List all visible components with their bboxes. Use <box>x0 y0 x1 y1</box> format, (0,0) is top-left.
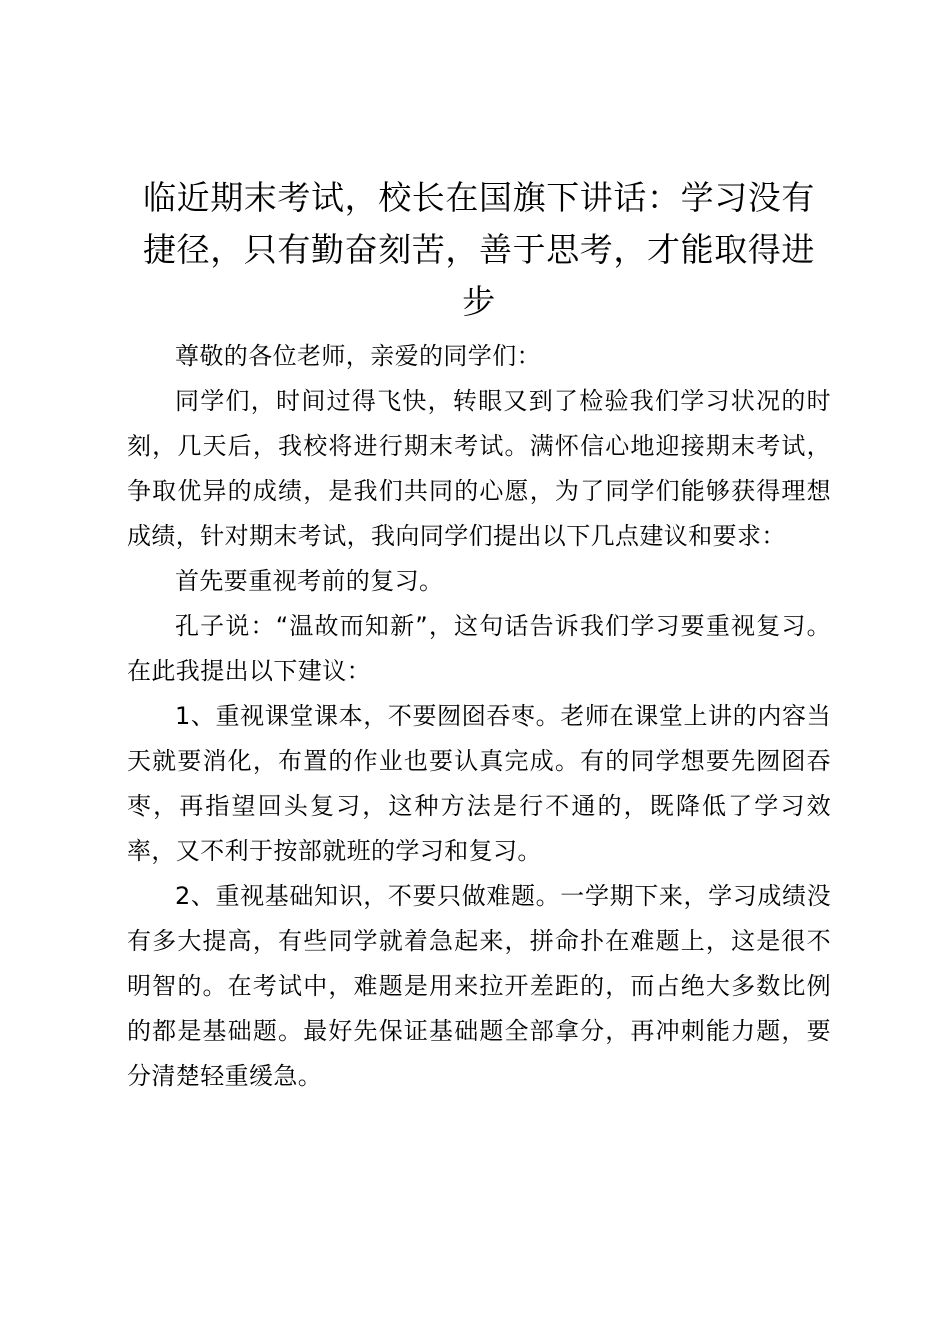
salutation-paragraph: 尊敬的各位老师，亲爱的同学们： <box>175 342 541 370</box>
body-paragraph: 同学们，时间过得飞快，转眼又到了检验我们学习状况的时刻，几天后，我校将进行期末考试。满怀信心地迎接期末考试，争取优异的成绩，是我们共同的心愿，为了同学们能够获得理想成绩，针对期末考试，我向同学们提出以下几点建议和要求： <box>127 387 831 550</box>
body-paragraph: 首先要重视考前的复习。 <box>175 567 444 595</box>
body-paragraph: 1、重视课堂课本，不要囫囵吞枣。老师在课堂上讲的内容当天就要消化，布置的作业也要认真完成。有的同学想要先囫囵吞枣，再指望回头复习，这种方法是行不通的，既降低了学习效率，又不利于按部就班的学习和复习。 <box>127 702 831 865</box>
body-paragraph: 孔子说：“温故而知新”，这句话告诉我们学习要重视复习。在此我提出以下建议： <box>127 612 831 685</box>
document-page <box>127 172 831 1099</box>
document-title: 临近期末考试，校长在国旗下讲话：学习没有捷径，只有勤奋刻苦，善于思考，才能取得进步 <box>143 178 815 321</box>
body-paragraph: 2、重视基础知识，不要只做难题。一学期下来，学习成绩没有多大提高，有些同学就着急起来，拼命扑在难题上，这是很不明智的。在考试中，难题是用来拉开差距的，而占绝大多数比例的都是基础题。最好先保证基础题全部拿分，再冲刺能力题，要分清楚轻重缓急。 <box>127 882 831 1090</box>
